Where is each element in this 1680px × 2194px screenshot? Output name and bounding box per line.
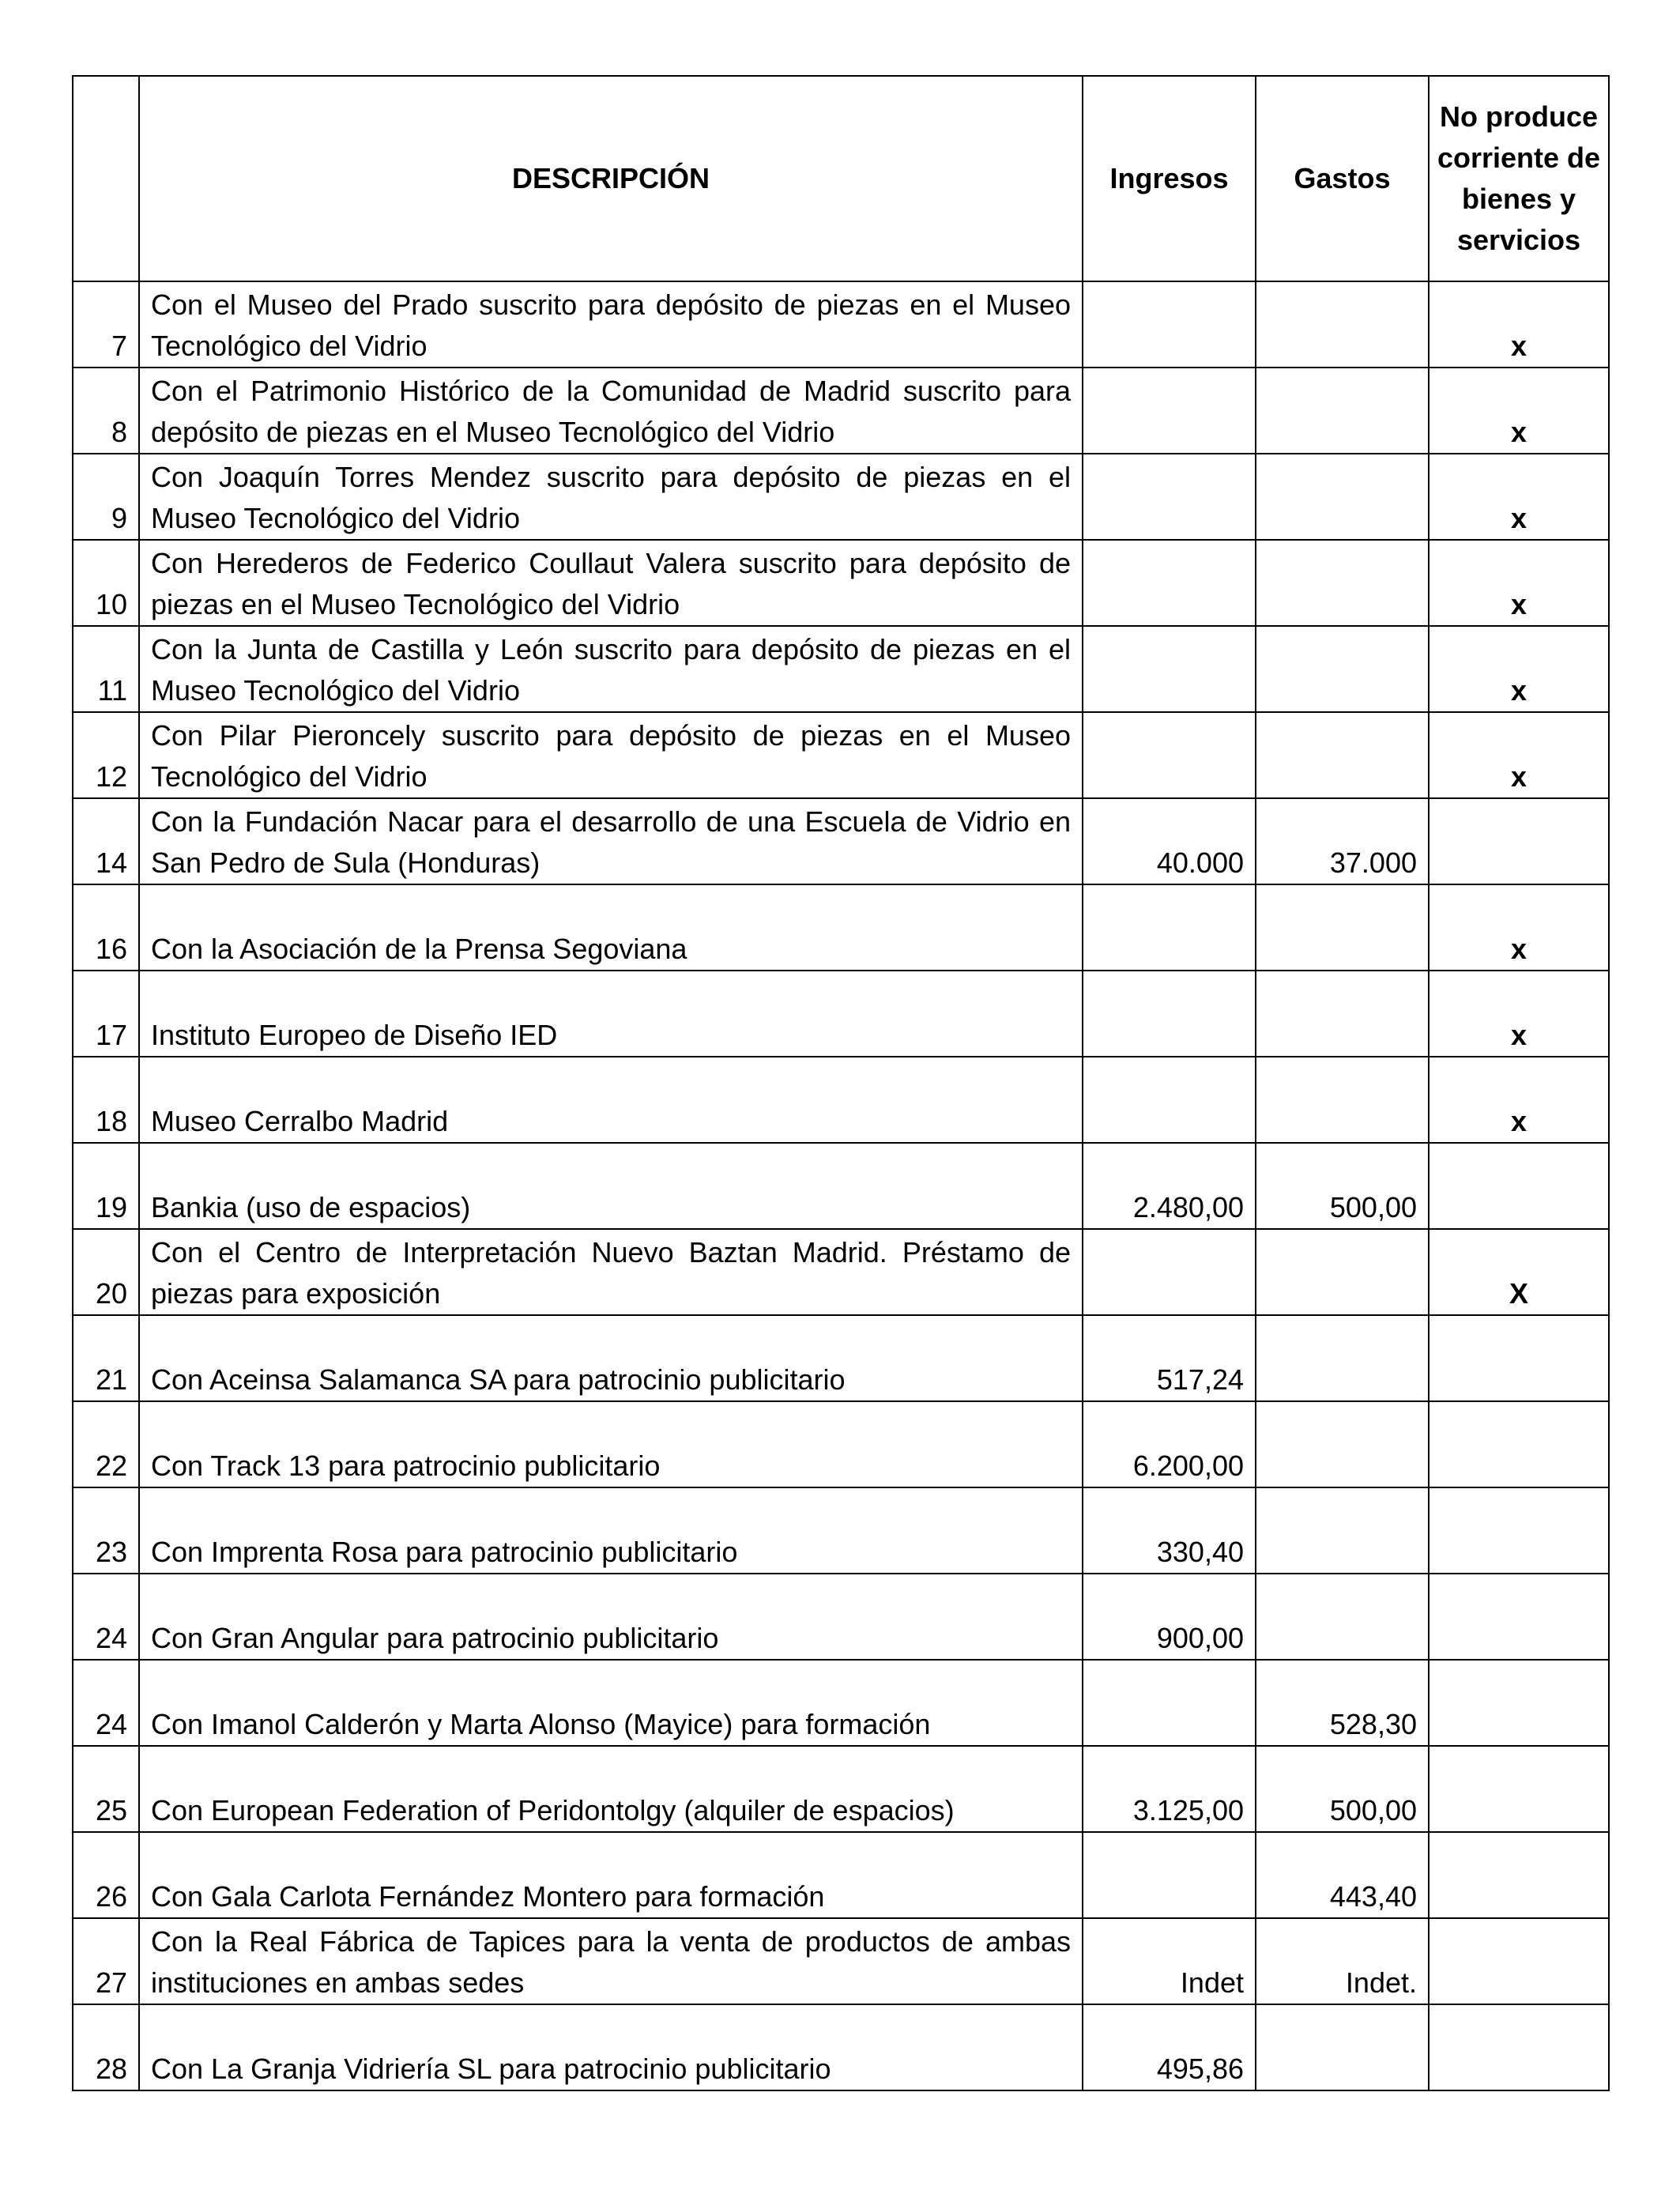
row-ingresos	[1083, 1057, 1256, 1143]
row-number: 17	[73, 971, 139, 1057]
row-number: 20	[73, 1229, 139, 1315]
row-ingresos	[1083, 884, 1256, 971]
header-ingresos: Ingresos	[1083, 76, 1256, 281]
row-no-produce-mark	[1429, 1832, 1609, 1918]
row-description: Con Pilar Pieroncely suscrito para depósito de piezas en el Museo Tecnológico del Vidrio	[139, 712, 1083, 798]
row-ingresos: 6.200,00	[1083, 1401, 1256, 1487]
row-no-produce-mark: x	[1429, 884, 1609, 971]
row-gastos	[1256, 281, 1429, 368]
row-description: Con Imanol Calderón y Marta Alonso (Mayice) para formación	[139, 1660, 1083, 1746]
row-gastos: Indet.	[1256, 1918, 1429, 2004]
table-row	[73, 2004, 1609, 2090]
row-description: Con European Federation of Peridontolgy (alquiler de espacios)	[139, 1746, 1083, 1832]
row-gastos	[1256, 2004, 1429, 2090]
row-no-produce-mark: x	[1429, 1057, 1609, 1143]
row-gastos	[1256, 1401, 1429, 1487]
row-ingresos: Indet	[1083, 1918, 1256, 2004]
row-number: 8	[73, 368, 139, 454]
row-description: Instituto Europeo de Diseño IED	[139, 971, 1083, 1057]
row-ingresos	[1083, 1832, 1256, 1918]
row-description: Con Imprenta Rosa para patrocinio publicitario	[139, 1487, 1083, 1574]
row-ingresos	[1083, 540, 1256, 626]
row-description: Con la Junta de Castilla y León suscrito para depósito de piezas en el Museo Tecnológico del Vidrio	[139, 626, 1083, 712]
row-number: 9	[73, 454, 139, 540]
row-ingresos: 330,40	[1083, 1487, 1256, 1574]
row-gastos	[1256, 1574, 1429, 1660]
row-number: 21	[73, 1315, 139, 1401]
row-number: 14	[73, 798, 139, 884]
row-no-produce-mark	[1429, 1143, 1609, 1229]
row-ingresos	[1083, 712, 1256, 798]
row-gastos: 500,00	[1256, 1746, 1429, 1832]
table-row	[73, 1487, 1609, 1574]
row-no-produce-mark	[1429, 798, 1609, 884]
row-gastos	[1256, 454, 1429, 540]
row-no-produce-mark: x	[1429, 712, 1609, 798]
header-num	[73, 76, 139, 281]
table-row	[73, 626, 1609, 712]
row-number: 24	[73, 1660, 139, 1746]
table-row	[73, 281, 1609, 368]
table-row	[73, 1574, 1609, 1660]
table-row	[73, 1143, 1609, 1229]
table-row	[73, 971, 1609, 1057]
row-number: 16	[73, 884, 139, 971]
row-number: 24	[73, 1574, 139, 1660]
table-row	[73, 1918, 1609, 2004]
table-row	[73, 454, 1609, 540]
row-description: Con la Real Fábrica de Tapices para la venta de productos de ambas instituciones en ambas sedes	[139, 1918, 1083, 2004]
row-number: 28	[73, 2004, 139, 2090]
table-row	[73, 1229, 1609, 1315]
table-row	[73, 1746, 1609, 1832]
row-no-produce-mark	[1429, 1487, 1609, 1574]
row-no-produce-mark	[1429, 1660, 1609, 1746]
row-gastos	[1256, 1315, 1429, 1401]
row-description: Museo Cerralbo Madrid	[139, 1057, 1083, 1143]
table-row	[73, 1660, 1609, 1746]
row-description: Bankia (uso de espacios)	[139, 1143, 1083, 1229]
row-no-produce-mark	[1429, 2004, 1609, 2090]
agreements-table	[72, 75, 1610, 2091]
row-no-produce-mark	[1429, 1574, 1609, 1660]
row-number: 23	[73, 1487, 139, 1574]
row-description: Con Track 13 para patrocinio publicitario	[139, 1401, 1083, 1487]
table-row	[73, 1057, 1609, 1143]
row-ingresos	[1083, 454, 1256, 540]
table-row	[73, 1401, 1609, 1487]
row-number: 19	[73, 1143, 139, 1229]
row-ingresos	[1083, 1229, 1256, 1315]
table-row	[73, 712, 1609, 798]
row-number: 27	[73, 1918, 139, 2004]
row-ingresos: 495,86	[1083, 2004, 1256, 2090]
row-description: Con Joaquín Torres Mendez suscrito para depósito de piezas en el Museo Tecnológico del Vidrio	[139, 454, 1083, 540]
row-number: 25	[73, 1746, 139, 1832]
header-descripcion: DESCRIPCIÓN	[139, 76, 1083, 281]
table-row	[73, 884, 1609, 971]
row-ingresos: 3.125,00	[1083, 1746, 1256, 1832]
row-gastos: 37.000	[1256, 798, 1429, 884]
row-no-produce-mark: x	[1429, 540, 1609, 626]
row-description: Con Aceinsa Salamanca SA para patrocinio publicitario	[139, 1315, 1083, 1401]
row-no-produce-mark: x	[1429, 454, 1609, 540]
row-description: Con el Museo del Prado suscrito para depósito de piezas en el Museo Tecnológico del Vidrio	[139, 281, 1083, 368]
table-row	[73, 1315, 1609, 1401]
row-ingresos	[1083, 1660, 1256, 1746]
row-gastos: 500,00	[1256, 1143, 1429, 1229]
row-gastos	[1256, 540, 1429, 626]
table-row	[73, 1832, 1609, 1918]
row-ingresos: 40.000	[1083, 798, 1256, 884]
row-description: Con Gran Angular para patrocinio publicitario	[139, 1574, 1083, 1660]
row-no-produce-mark	[1429, 1401, 1609, 1487]
header-gastos: Gastos	[1256, 76, 1429, 281]
row-number: 22	[73, 1401, 139, 1487]
row-no-produce-mark: x	[1429, 626, 1609, 712]
row-number: 26	[73, 1832, 139, 1918]
table-row	[73, 798, 1609, 884]
row-gastos	[1256, 1487, 1429, 1574]
table-body	[73, 281, 1609, 2090]
row-no-produce-mark	[1429, 1918, 1609, 2004]
row-no-produce-mark	[1429, 1746, 1609, 1832]
table-header-row	[73, 76, 1609, 281]
row-gastos	[1256, 712, 1429, 798]
row-ingresos	[1083, 368, 1256, 454]
row-description: Con la Asociación de la Prensa Segoviana	[139, 884, 1083, 971]
row-number: 7	[73, 281, 139, 368]
row-description: Con la Fundación Nacar para el desarrollo de una Escuela de Vidrio en San Pedro de Sula (Honduras)	[139, 798, 1083, 884]
row-gastos	[1256, 626, 1429, 712]
row-gastos: 528,30	[1256, 1660, 1429, 1746]
table-row	[73, 368, 1609, 454]
row-no-produce-mark	[1429, 1315, 1609, 1401]
row-gastos: 443,40	[1256, 1832, 1429, 1918]
row-gastos	[1256, 971, 1429, 1057]
row-gastos	[1256, 1229, 1429, 1315]
row-description: Con Herederos de Federico Coullaut Valera suscrito para depósito de piezas en el Museo Tecnológico del Vidrio	[139, 540, 1083, 626]
row-gastos	[1256, 1057, 1429, 1143]
row-description: Con La Granja Vidriería SL para patrocinio publicitario	[139, 2004, 1083, 2090]
header-no-produce: No produce corriente de bienes y servicios	[1429, 76, 1609, 281]
row-description: Con el Centro de Interpretación Nuevo Baztan Madrid. Préstamo de piezas para exposición	[139, 1229, 1083, 1315]
row-no-produce-mark: x	[1429, 971, 1609, 1057]
row-no-produce-mark: x	[1429, 368, 1609, 454]
table-row	[73, 540, 1609, 626]
row-ingresos: 900,00	[1083, 1574, 1256, 1660]
row-number: 12	[73, 712, 139, 798]
row-description: Con el Patrimonio Histórico de la Comunidad de Madrid suscrito para depósito de piezas en el Museo Tecnológico del Vidrio	[139, 368, 1083, 454]
row-number: 18	[73, 1057, 139, 1143]
row-gastos	[1256, 368, 1429, 454]
row-ingresos	[1083, 971, 1256, 1057]
row-ingresos	[1083, 281, 1256, 368]
row-number: 10	[73, 540, 139, 626]
row-ingresos: 2.480,00	[1083, 1143, 1256, 1229]
row-no-produce-mark: X	[1429, 1229, 1609, 1315]
row-ingresos: 517,24	[1083, 1315, 1256, 1401]
row-number: 11	[73, 626, 139, 712]
row-description: Con Gala Carlota Fernández Montero para formación	[139, 1832, 1083, 1918]
row-gastos	[1256, 884, 1429, 971]
row-ingresos	[1083, 626, 1256, 712]
row-no-produce-mark: x	[1429, 281, 1609, 368]
